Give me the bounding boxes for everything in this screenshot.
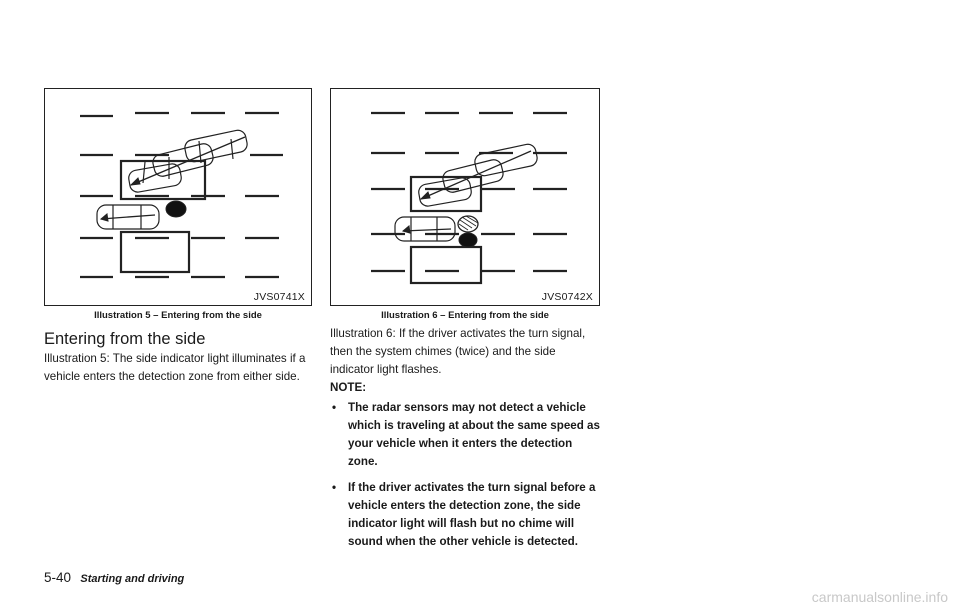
page-footer [44,570,184,585]
figure-caption: Illustration 6 – Entering from the side [381,310,549,321]
note-item [330,479,604,551]
footer-section-title: Starting and driving [80,573,185,585]
watermark: carmanualsonline.info [811,589,948,605]
note-item-text: The radar sensors may not detect a vehicle which is traveling at about the same speed as your vehicle when it enters the detection zone. [348,401,600,468]
note-item-text: If the driver activates the turn signal before a vehicle enters the detection zone, the side indicator light will flash but no chime will sound when the other vehicle is detected. [348,481,596,548]
bullet: • [332,481,337,494]
note-label: NOTE: [330,381,367,394]
section-heading: Entering from the side [44,330,206,348]
paragraph-illustration-6: Illustration 6: If the driver activates the turn signal, then the system chimes (twice) and the side indicator light flashes. [330,327,586,376]
note-item [330,399,604,471]
note-list [330,399,604,559]
illustration-6-drawing [331,89,601,307]
figure-caption: Illustration 5 – Entering from the side [94,310,262,321]
bullet: • [332,401,337,414]
illustration-5-drawing [45,89,313,307]
illustration-6 [330,88,600,306]
paragraph-illustration-5: Illustration 5: The side indicator light illuminates if a vehicle enters the detection zone from either side. [44,352,306,383]
page-number: 5-40 [44,570,72,585]
figure-code: JVS0741X [253,291,305,303]
illustration-5 [44,88,312,306]
figure-code: JVS0742X [541,291,593,303]
